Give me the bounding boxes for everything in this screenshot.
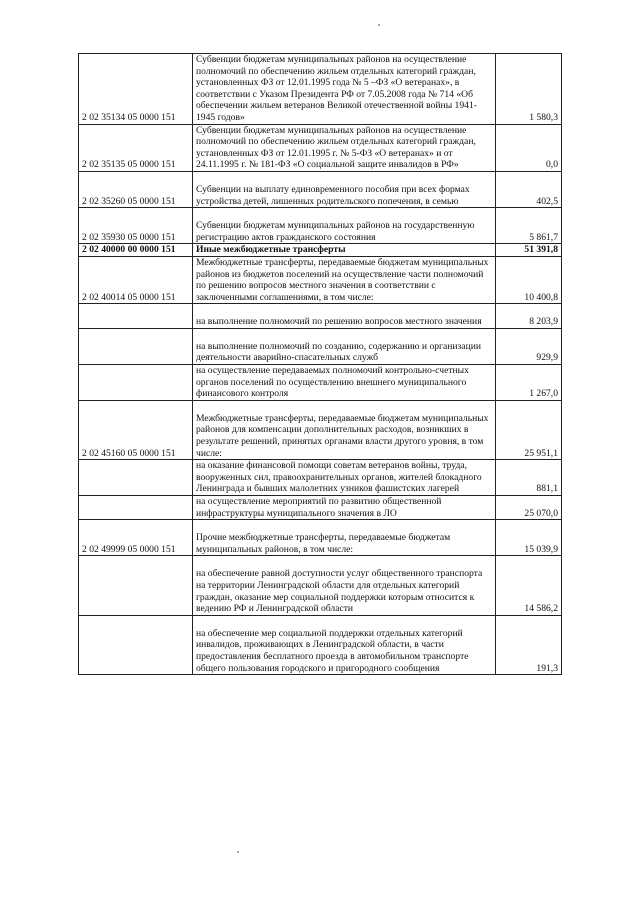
scan-speck <box>378 24 380 26</box>
description-cell: на оказание финансовой помощи советам ветеранов войны, труда, вооруженных сил, правоохранительных органов, жителей блокадного Ленинграда и бывших малолетних узников фашистских лагерей <box>193 460 496 496</box>
amount-cell: 5 861,7 <box>496 208 562 244</box>
table-row <box>79 304 562 329</box>
scan-speck <box>237 851 239 853</box>
budget-revenue-table <box>78 53 562 675</box>
table-row <box>79 460 562 496</box>
budget-code-cell <box>79 460 193 496</box>
amount-cell: 191,3 <box>496 615 562 674</box>
description-cell: Прочие межбюджетные трансферты, передаваемые бюджетам муниципальных районов, в том числе: <box>193 520 496 556</box>
table-row-total <box>79 244 562 257</box>
budget-code-cell: 2 02 45160 05 0000 151 <box>79 400 193 459</box>
budget-code-cell <box>79 304 193 329</box>
budget-code-cell <box>79 365 193 401</box>
description-cell: Межбюджетные трансферты, передаваемые бюджетам муниципальных районов из бюджетов поселений на осуществление части полномочий по решению вопросов местного значения в соответствии с заключенными соглашениями, в том числе: <box>193 256 496 303</box>
amount-cell: 0,0 <box>496 124 562 171</box>
budget-code-cell: 2 02 35260 05 0000 151 <box>79 171 193 207</box>
table-row <box>79 54 562 125</box>
budget-code-cell <box>79 556 193 615</box>
amount-cell: 1 267,0 <box>496 365 562 401</box>
description-cell: на обеспечение мер социальной поддержки отдельных категорий инвалидов, проживающих в Ленинградской области, в части предоставления бесплатного проезда в автомобильном транспорте общего пользования городского и пригородного сообщения <box>193 615 496 674</box>
description-cell: Иные межбюджетные трансферты <box>193 244 496 257</box>
amount-cell: 1 580,3 <box>496 54 562 125</box>
description-cell: Межбюджетные трансферты, передаваемые бюджетам муниципальных районов для компенсации дополнительных расходов, возникших в результате решений, принятых органами власти другого уровня, в том числе: <box>193 400 496 459</box>
amount-cell: 51 391,8 <box>496 244 562 257</box>
description-cell: на осуществление мероприятий по развитию общественной инфраструктуры муниципального значения в ЛО <box>193 496 496 520</box>
description-cell: на обеспечение равной доступности услуг общественного транспорта на территории Ленинградской области для отдельных категорий граждан, оказание мер социальной поддержки которым относится к ведению РФ и Ленинградской области <box>193 556 496 615</box>
amount-cell: 25 951,1 <box>496 400 562 459</box>
table-row <box>79 520 562 556</box>
budget-code-cell: 2 02 35135 05 0000 151 <box>79 124 193 171</box>
description-cell: на выполнение полномочий по решению вопросов местного значения <box>193 304 496 329</box>
budget-code-cell: 2 02 40000 00 0000 151 <box>79 244 193 257</box>
budget-code-cell: 2 02 40014 05 0000 151 <box>79 256 193 303</box>
budget-code-cell <box>79 615 193 674</box>
budget-code-cell <box>79 328 193 364</box>
budget-code-cell: 2 02 35930 05 0000 151 <box>79 208 193 244</box>
amount-cell: 14 586,2 <box>496 556 562 615</box>
description-cell: на выполнение полномочий по созданию, содержанию и организации деятельности аварийно-спасательных служб <box>193 328 496 364</box>
budget-code-cell: 2 02 49999 05 0000 151 <box>79 520 193 556</box>
budget-code-cell: 2 02 35134 05 0000 151 <box>79 54 193 125</box>
table-row <box>79 365 562 401</box>
amount-cell: 15 039,9 <box>496 520 562 556</box>
table-row <box>79 328 562 364</box>
description-cell: Субвенции бюджетам муниципальных районов на осуществление полномочий по обеспечению жильем отдельных категорий граждан, установленных ФЗ от 12.01.1995 г. № 5-ФЗ «О ветеранах» и от 24.11.1995 г. № 181-ФЗ «О социальной защите инвалидов в РФ» <box>193 124 496 171</box>
description-cell: на осуществление передаваемых полномочий контрольно-счетных органов поселений по осуществлению внешнего муниципального финансового контроля <box>193 365 496 401</box>
table-row <box>79 208 562 244</box>
amount-cell: 10 400,8 <box>496 256 562 303</box>
amount-cell: 25 070,0 <box>496 496 562 520</box>
table-row <box>79 556 562 615</box>
table-row <box>79 496 562 520</box>
description-cell: Субвенции на выплату единовременного пособия при всех формах устройства детей, лишенных родительского попечения, в семью <box>193 171 496 207</box>
table-row <box>79 124 562 171</box>
table-row <box>79 400 562 459</box>
amount-cell: 929,9 <box>496 328 562 364</box>
table-row <box>79 256 562 303</box>
description-cell: Субвенции бюджетам муниципальных районов на осуществление полномочий по обеспечению жильем отдельных категорий граждан, установленных ФЗ от 12.01.1995 года № 5 –ФЗ «О ветеранах», в соответствии с Указом Президента РФ от 7.05.2008 года № 714 «Об обеспечении жильем ветеранов Великой отечественной войны 1941-1945 годов» <box>193 54 496 125</box>
amount-cell: 402,5 <box>496 171 562 207</box>
budget-code-cell <box>79 496 193 520</box>
amount-cell: 881,1 <box>496 460 562 496</box>
table-row <box>79 615 562 674</box>
table-row <box>79 171 562 207</box>
description-cell: Субвенции бюджетам муниципальных районов на государственную регистрацию актов гражданского состояния <box>193 208 496 244</box>
amount-cell: 8 203,9 <box>496 304 562 329</box>
